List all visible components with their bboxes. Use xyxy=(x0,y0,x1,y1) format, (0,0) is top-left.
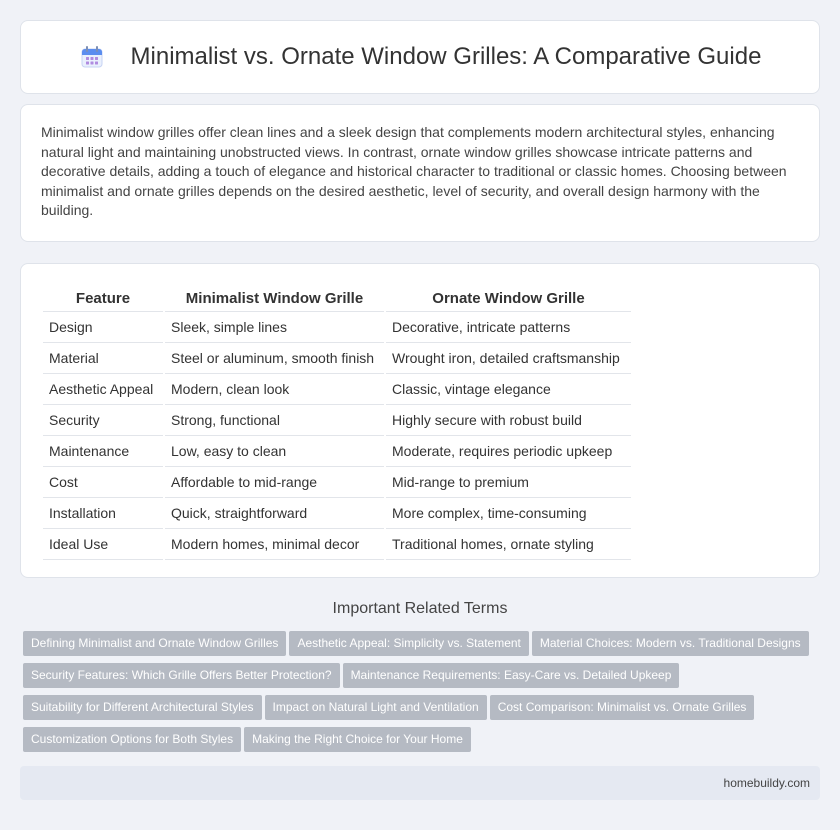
table-row xyxy=(43,374,631,405)
cell-minimalist: Modern, clean look xyxy=(165,374,384,405)
cell-ornate: Moderate, requires periodic upkeep xyxy=(386,436,631,467)
table-header-row xyxy=(43,286,631,312)
cell-ornate: Wrought iron, detailed craftsmanship xyxy=(386,343,631,374)
header-ornate: Ornate Window Grille xyxy=(386,286,631,312)
table-row xyxy=(43,343,631,374)
table-row xyxy=(43,436,631,467)
term-tag[interactable]: Maintenance Requirements: Easy-Care vs. Detailed Upkeep xyxy=(343,663,680,688)
term-tag[interactable]: Customization Options for Both Styles xyxy=(23,727,241,752)
cell-ornate: More complex, time-consuming xyxy=(386,498,631,529)
cell-minimalist: Low, easy to clean xyxy=(165,436,384,467)
header-minimalist: Minimalist Window Grille xyxy=(165,286,384,312)
calendar-icon xyxy=(79,44,105,70)
footer-site-link[interactable]: homebuildy.com xyxy=(723,776,810,790)
related-terms-list xyxy=(23,631,823,759)
term-tag[interactable]: Cost Comparison: Minimalist vs. Ornate Grilles xyxy=(490,695,755,720)
table-row xyxy=(43,405,631,436)
intro-card xyxy=(20,104,820,242)
term-tag[interactable]: Making the Right Choice for Your Home xyxy=(244,727,471,752)
term-tag[interactable]: Aesthetic Appeal: Simplicity vs. Statement xyxy=(289,631,528,656)
title-wrap xyxy=(79,43,762,71)
term-tag[interactable]: Security Features: Which Grille Offers Better Protection? xyxy=(23,663,340,688)
cell-feature: Cost xyxy=(43,467,163,498)
header-feature: Feature xyxy=(43,286,163,312)
cell-feature: Ideal Use xyxy=(43,529,163,560)
cell-ornate: Decorative, intricate patterns xyxy=(386,312,631,343)
table-row xyxy=(43,498,631,529)
page-title: Minimalist vs. Ornate Window Grilles: A Comparative Guide xyxy=(130,43,762,70)
cell-minimalist: Sleek, simple lines xyxy=(165,312,384,343)
comparison-table xyxy=(41,286,633,560)
table-row xyxy=(43,467,631,498)
cell-ornate: Traditional homes, ornate styling xyxy=(386,529,631,560)
cell-ornate: Mid-range to premium xyxy=(386,467,631,498)
cell-feature: Security xyxy=(43,405,163,436)
cell-feature: Maintenance xyxy=(43,436,163,467)
table-row xyxy=(43,529,631,560)
cell-minimalist: Affordable to mid-range xyxy=(165,467,384,498)
cell-feature: Installation xyxy=(43,498,163,529)
related-terms-title: Important Related Terms xyxy=(332,600,508,617)
table-row xyxy=(43,312,631,343)
cell-minimalist: Modern homes, minimal decor xyxy=(165,529,384,560)
cell-minimalist: Quick, straightforward xyxy=(165,498,384,529)
footer xyxy=(20,766,820,800)
term-tag[interactable]: Defining Minimalist and Ornate Window Grilles xyxy=(23,631,286,656)
term-tag[interactable]: Impact on Natural Light and Ventilation xyxy=(265,695,487,720)
term-tag[interactable]: Material Choices: Modern vs. Traditional Designs xyxy=(532,631,809,656)
cell-minimalist: Steel or aluminum, smooth finish xyxy=(165,343,384,374)
term-tag[interactable]: Suitability for Different Architectural Styles xyxy=(23,695,262,720)
header-card xyxy=(20,20,820,94)
cell-minimalist: Strong, functional xyxy=(165,405,384,436)
cell-feature: Aesthetic Appeal xyxy=(43,374,163,405)
cell-feature: Design xyxy=(43,312,163,343)
cell-feature: Material xyxy=(43,343,163,374)
cell-ornate: Highly secure with robust build xyxy=(386,405,631,436)
comparison-table-card xyxy=(20,263,820,578)
intro-text: Minimalist window grilles offer clean lines and a sleek design that complements modern architectural styles, enhancing natural light and maintaining unobstructed views. In contrast, ornate window grilles showcase intricate patterns and decorative details, adding a touch of elegance and historical character to traditional or classic homes. Choosing between minimalist and ornate grilles depends on the desired aesthetic, level of security, and overall design harmony with the building. xyxy=(41,124,787,219)
cell-ornate: Classic, vintage elegance xyxy=(386,374,631,405)
